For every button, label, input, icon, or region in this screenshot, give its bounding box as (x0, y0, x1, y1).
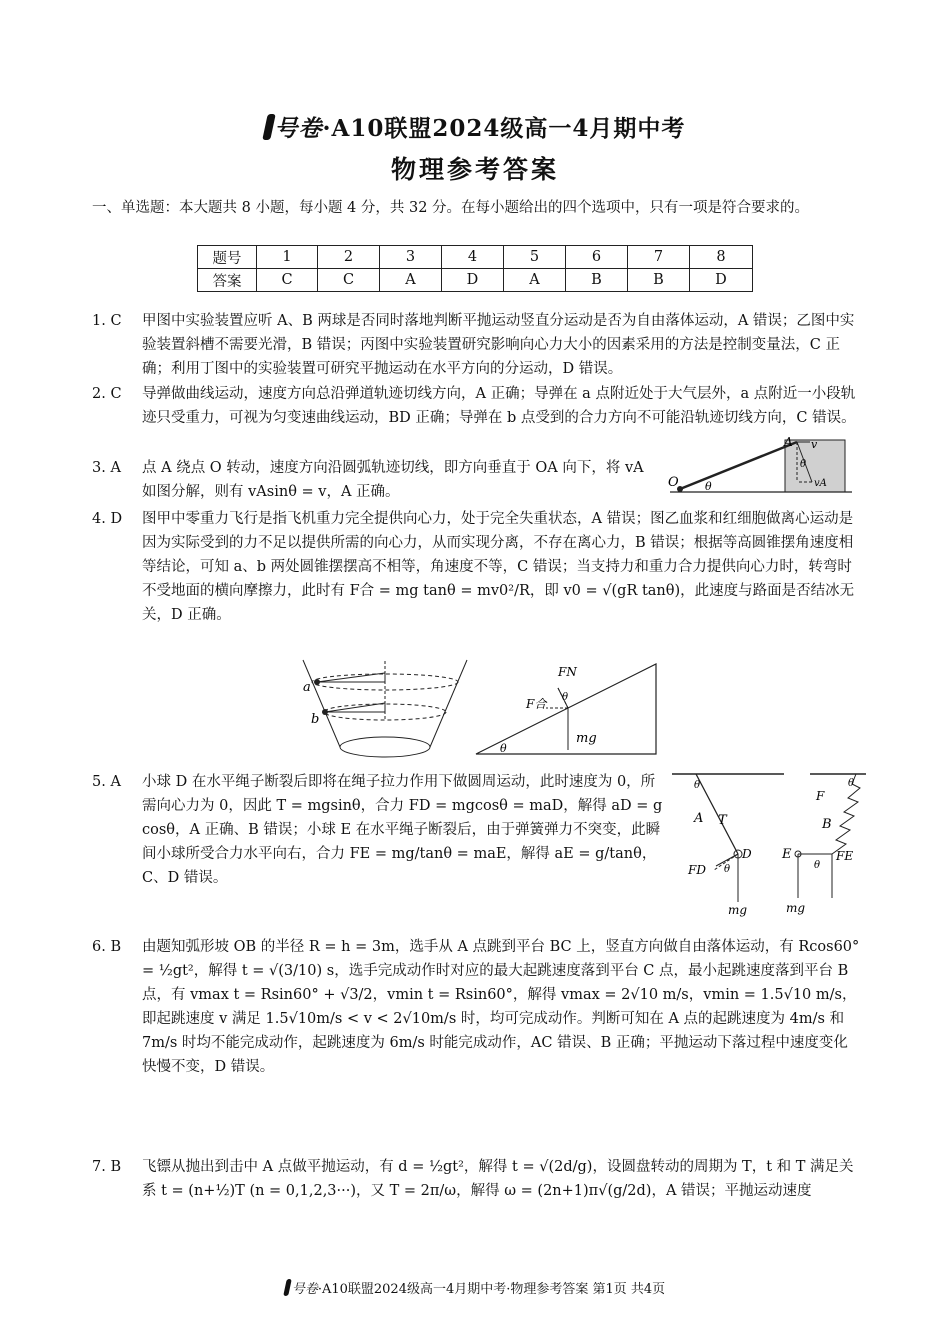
label-theta: θ (705, 480, 712, 493)
label-F: F (816, 789, 825, 803)
label-F-he: F合 (526, 697, 547, 711)
table-cell: B (628, 269, 690, 292)
label-theta-2: θ (500, 742, 507, 755)
table-cell: 2 (318, 246, 380, 269)
question-7 (92, 1155, 862, 1203)
label-B: B (822, 817, 832, 832)
label-mg: mg (576, 731, 597, 746)
label-FE: FE (836, 849, 854, 863)
question-explanation: 小球 D 在水平绳子断裂后即将在绳子拉力作用下做圆周运动，此时速度为 0，所需向心力为 0，因此 T = mgsinθ，合力 FD = mgcosθ = maD，解得 aD = g cosθ，A 正确、B 错误；小球 E 在水平绳子断裂后，由于弹簧弹力不突变，此瞬间小球所受合力水平向右，合力 FE = mg/tanθ = maE，解得 aE = g/tanθ，C、D 错误。 (142, 774, 663, 886)
label-FN: FN (558, 665, 577, 679)
question-number: 6. B (92, 939, 122, 955)
section-heading: 一、单选题：本大题共 8 小题，每小题 4 分，共 32 分。在每小题给出的四个选项中，只有一项是符合要求的。 (92, 200, 810, 216)
question-number: 4. D (92, 511, 123, 527)
brand-logo-text: 号卷 (274, 115, 323, 142)
figure-q3-rod-rotation (660, 434, 860, 500)
table-cell: 8 (690, 246, 753, 269)
label-A: A (694, 811, 704, 826)
label-mg: mg (786, 901, 806, 915)
question-explanation: 甲图中实验装置应听 A、B 两球是否同时落地判断平抛运动竖直分运动是否为自由落体运动，A 错误；乙图中实验装置斜槽不需要光滑，B 错误；丙图中实验装置研究影响向心力大小的因素采用的方法是控制变量法，C 正确；利用丁图中的实验装置可研究平抛运动在水平方向的分运动，D 错误。 (142, 313, 855, 377)
question-6 (92, 935, 862, 1079)
table-cell: A (504, 269, 566, 292)
label-theta: θ (562, 692, 569, 703)
table-cell: 7 (628, 246, 690, 269)
document-subtitle: 物理参考答案 (390, 155, 559, 184)
question-number: 3. A (92, 460, 121, 476)
figure-q4-incline (470, 658, 660, 758)
table-cell: C (257, 269, 318, 292)
table-cell: 4 (442, 246, 504, 269)
label-theta: θ (848, 778, 855, 789)
question-number: 2. C (92, 386, 122, 402)
label-O: O (668, 475, 679, 490)
label-v: v (811, 438, 818, 451)
figure-q5-spring (770, 770, 870, 920)
page-footer (0, 1278, 950, 1297)
table-cell: D (690, 269, 753, 292)
answer-table (197, 245, 753, 292)
label-theta-2: θ (724, 864, 731, 875)
row-label: 题号 (198, 246, 257, 269)
label-A: A (784, 435, 793, 449)
table-cell: B (566, 269, 628, 292)
table-cell: 3 (380, 246, 442, 269)
label-D: D (742, 847, 752, 861)
brand-logo-mark (262, 114, 276, 140)
table-cell: 6 (566, 246, 628, 269)
brand-logo-text: 号卷 (291, 1282, 318, 1297)
label-b: b (311, 712, 320, 727)
figure-rod (680, 442, 797, 489)
table-row (198, 246, 753, 269)
table-cell: A (380, 269, 442, 292)
label-a: a (303, 680, 311, 695)
question-3 (92, 456, 652, 504)
label-E: E (782, 847, 792, 862)
question-4 (92, 507, 862, 627)
question-explanation: 点 A 绕点 O 转动，速度方向沿圆弧轨迹切线，即方向垂直于 OA 向下，将 vA 如图分解，则有 vAsinθ = v，A 正确。 (142, 460, 644, 500)
table-cell: 5 (504, 246, 566, 269)
question-2 (92, 382, 862, 430)
question-explanation: 由题知弧形坡 OB 的半径 R = h = 3m，选手从 A 点跳到平台 BC 上，竖直方向做自由落体运动，有 Rcos60° = ½gt²，解得 t = √(3/10) s，选手完成动作时对应的最大起跳速度落到平台 C 点，最小起跳速度落到平台 B 点，有 vmax t = Rsin60° + √3/2，vmin t = Rsin60°，解得 vmax = 2√10 m/s，vmin = 1.5√10 m/s，即起跳速度 v 满足 1.5√10m/s < v < 2√10m/s 时，均可完成动作。判断可知在 A 点的起跳速度为 4m/s 和 7m/s 时均不能完成动作，起跳速度为 6m/s 时能完成动作，AC 错误、B 正确；平抛运动下落过程中速度变化快慢不变，D 错误。 (142, 939, 860, 1075)
table-cell: 1 (257, 246, 318, 269)
document-title: 号卷·A10联盟2024级高一4月期中考 (0, 110, 950, 143)
row-label: 答案 (198, 269, 257, 292)
label-theta: θ (694, 780, 701, 791)
table-row (198, 269, 753, 292)
question-5 (92, 770, 667, 890)
question-explanation: 导弹做曲线运动，速度方向总沿弹道轨迹切线方向，A 正确；导弹在 a 点附近处于大气层外，a 点附近一小段轨迹只受重力，可视为匀变速曲线运动，BD 正确；导弹在 b 点受到的合力方向不可能沿轨迹切线方向，C 错误。 (142, 386, 856, 426)
label-theta-2: θ (800, 459, 807, 470)
label-vA: vA (814, 478, 827, 489)
question-number: 5. A (92, 774, 121, 790)
table-cell: C (318, 269, 380, 292)
table-cell: D (442, 269, 504, 292)
question-number: 7. B (92, 1159, 122, 1175)
question-1 (92, 309, 862, 381)
label-FD: FD (688, 863, 706, 877)
question-number: 1. C (92, 313, 122, 329)
label-theta-2: θ (814, 860, 821, 871)
question-explanation: 飞镖从抛出到击中 A 点做平抛运动，有 d = ½gt²，解得 t = √(2d/g)，设圆盘转动的周期为 T，t 和 T 满足关系 t = (n+½)T (n = 0,1,2,3···)，又 T = 2π/ω，解得 ω = (2n+1)π√(g/2d)，A 错误；平抛运动速度 (142, 1159, 854, 1199)
footer-text: ·A10联盟2024级高一4月期中考·物理参考答案 第1页 共4页 (317, 1282, 666, 1297)
figure-q4-cone (295, 655, 475, 767)
label-T: T (718, 813, 727, 828)
label-mg: mg (728, 903, 748, 917)
brand-logo-mark (283, 1279, 292, 1296)
question-explanation: 图甲中零重力飞行是指飞机重力完全提供向心力，处于完全失重状态，A 错误；图乙血浆和红细胞做离心运动是因为实际受到的力不足以提供所需的向心力，从而实现分离，不存在离心力，B 错误；根据等高圆锥摆角速度相等结论，可知 a、b 两处圆锥摆摆高不相等，角速度不等，C 错误；当支持力和重力合力提供向心力时，转弯时不受地面的横向摩擦力，此时有 F合 = mg tanθ = mv0²/R，即 v0 = √(gR tanθ)，此速度与路面是否结冰无关，D 正确。 (142, 511, 855, 623)
